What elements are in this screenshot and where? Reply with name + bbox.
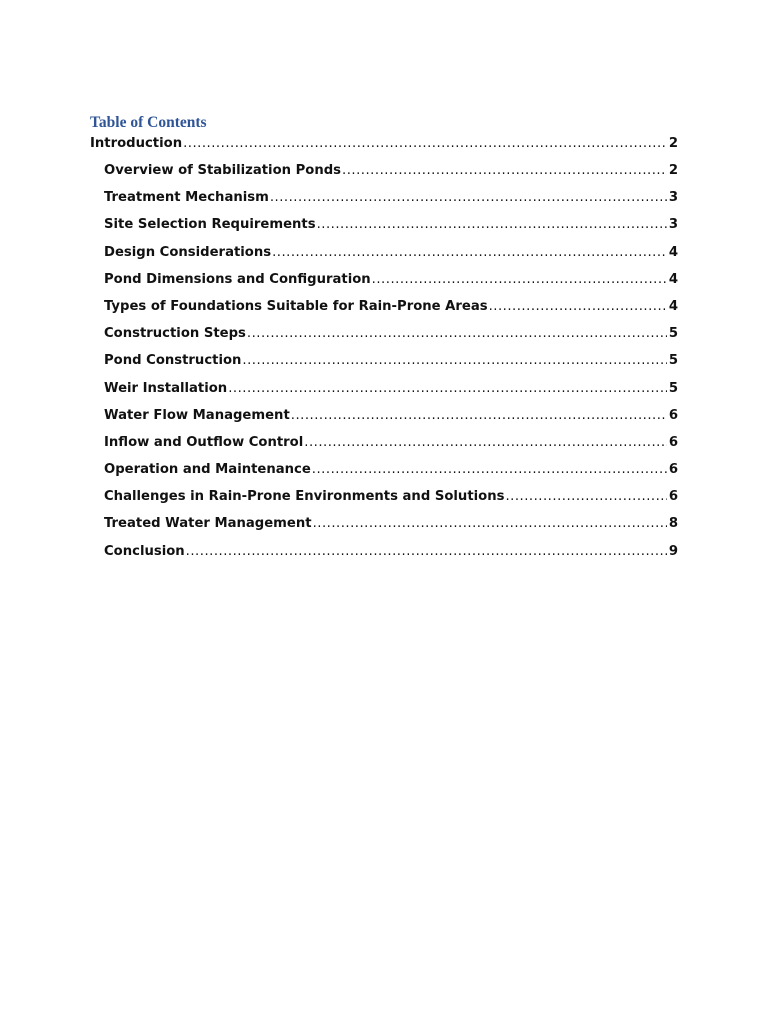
- toc-entry-label: Water Flow Management: [104, 407, 290, 423]
- toc-entry-conclusion[interactable]: [90, 541, 678, 568]
- toc-entry-treated-water-management[interactable]: [90, 513, 678, 540]
- toc-entry-weir-installation[interactable]: [90, 378, 678, 405]
- toc-dot-leader: [317, 214, 667, 236]
- toc-page-number: 6: [668, 462, 678, 478]
- toc-dot-leader: [228, 378, 667, 400]
- toc-entry-label: Treated Water Management: [104, 516, 312, 532]
- table-of-contents: [90, 113, 678, 568]
- toc-page-number: 3: [668, 217, 678, 233]
- toc-dot-leader: [291, 405, 667, 427]
- toc-entry-overview-of-stabilization-ponds[interactable]: [90, 160, 678, 187]
- toc-page-number: 6: [668, 489, 678, 505]
- toc-page-number: 8: [668, 516, 678, 532]
- toc-page-number: 4: [668, 244, 678, 260]
- toc-entry-label: Introduction: [90, 136, 183, 151]
- toc-entry-construction-steps[interactable]: [90, 323, 678, 350]
- toc-entry-label: Pond Dimensions and Configuration: [104, 271, 371, 287]
- toc-dot-leader: [312, 459, 667, 481]
- toc-entry-label: Challenges in Rain-Prone Environments and Solutions: [104, 489, 505, 505]
- toc-entry-pond-construction[interactable]: [90, 350, 678, 377]
- toc-dot-leader: [247, 323, 667, 345]
- toc-dot-leader: [342, 160, 667, 182]
- toc-page-number: 5: [668, 326, 678, 342]
- toc-entry-pond-dimensions-and-configuration[interactable]: [90, 269, 678, 296]
- toc-list: [90, 133, 678, 568]
- toc-dot-leader: [304, 432, 667, 454]
- toc-entry-inflow-and-outflow-control[interactable]: [90, 432, 678, 459]
- toc-page-number: 9: [668, 543, 678, 559]
- toc-dot-leader: [489, 296, 667, 318]
- toc-page-number: 6: [668, 407, 678, 423]
- toc-page-number: 5: [668, 380, 678, 396]
- toc-page-number: 2: [668, 163, 678, 178]
- toc-entry-label: Weir Installation: [104, 380, 228, 396]
- toc-page-number: 2: [668, 136, 678, 151]
- toc-dot-leader: [186, 541, 667, 563]
- toc-dot-leader: [313, 513, 667, 535]
- toc-entry-label: Overview of Stabilization Ponds: [104, 163, 342, 178]
- toc-page-number: 6: [668, 434, 678, 450]
- toc-heading: Table of Contents: [90, 114, 207, 131]
- toc-entry-label: Inflow and Outflow Control: [104, 434, 304, 450]
- toc-entry-site-selection-requirements[interactable]: [90, 214, 678, 241]
- toc-page-number: 4: [668, 271, 678, 287]
- toc-entry-label: Conclusion: [104, 543, 185, 559]
- toc-entry-label: Treatment Mechanism: [104, 190, 269, 206]
- toc-dot-leader: [242, 350, 666, 372]
- toc-entry-treatment-mechanism[interactable]: [90, 187, 678, 214]
- toc-dot-leader: [270, 187, 667, 209]
- toc-entry-label: Construction Steps: [104, 326, 246, 342]
- toc-page-number: 3: [668, 190, 678, 206]
- toc-dot-leader: [272, 242, 667, 264]
- toc-entry-label: Operation and Maintenance: [104, 462, 311, 478]
- toc-entry-introduction[interactable]: [90, 133, 678, 155]
- toc-entry-label: Types of Foundations Suitable for Rain-Prone Areas: [104, 298, 488, 314]
- toc-entry-label: Site Selection Requirements: [104, 217, 316, 233]
- toc-entry-label: Design Considerations: [104, 244, 272, 260]
- toc-entry-water-flow-management[interactable]: [90, 405, 678, 432]
- toc-dot-leader: [505, 486, 666, 508]
- toc-page-number: 5: [668, 353, 678, 369]
- toc-page-number: 4: [668, 298, 678, 314]
- toc-entry-challenges-in-rain-prone-environments[interactable]: [90, 486, 678, 513]
- toc-entry-types-of-foundations[interactable]: [90, 296, 678, 323]
- toc-dot-leader: [372, 269, 667, 291]
- toc-entry-design-considerations[interactable]: [90, 242, 678, 269]
- toc-entry-label: Pond Construction: [104, 353, 242, 369]
- toc-dot-leader: [183, 133, 667, 155]
- toc-entry-operation-and-maintenance[interactable]: [90, 459, 678, 486]
